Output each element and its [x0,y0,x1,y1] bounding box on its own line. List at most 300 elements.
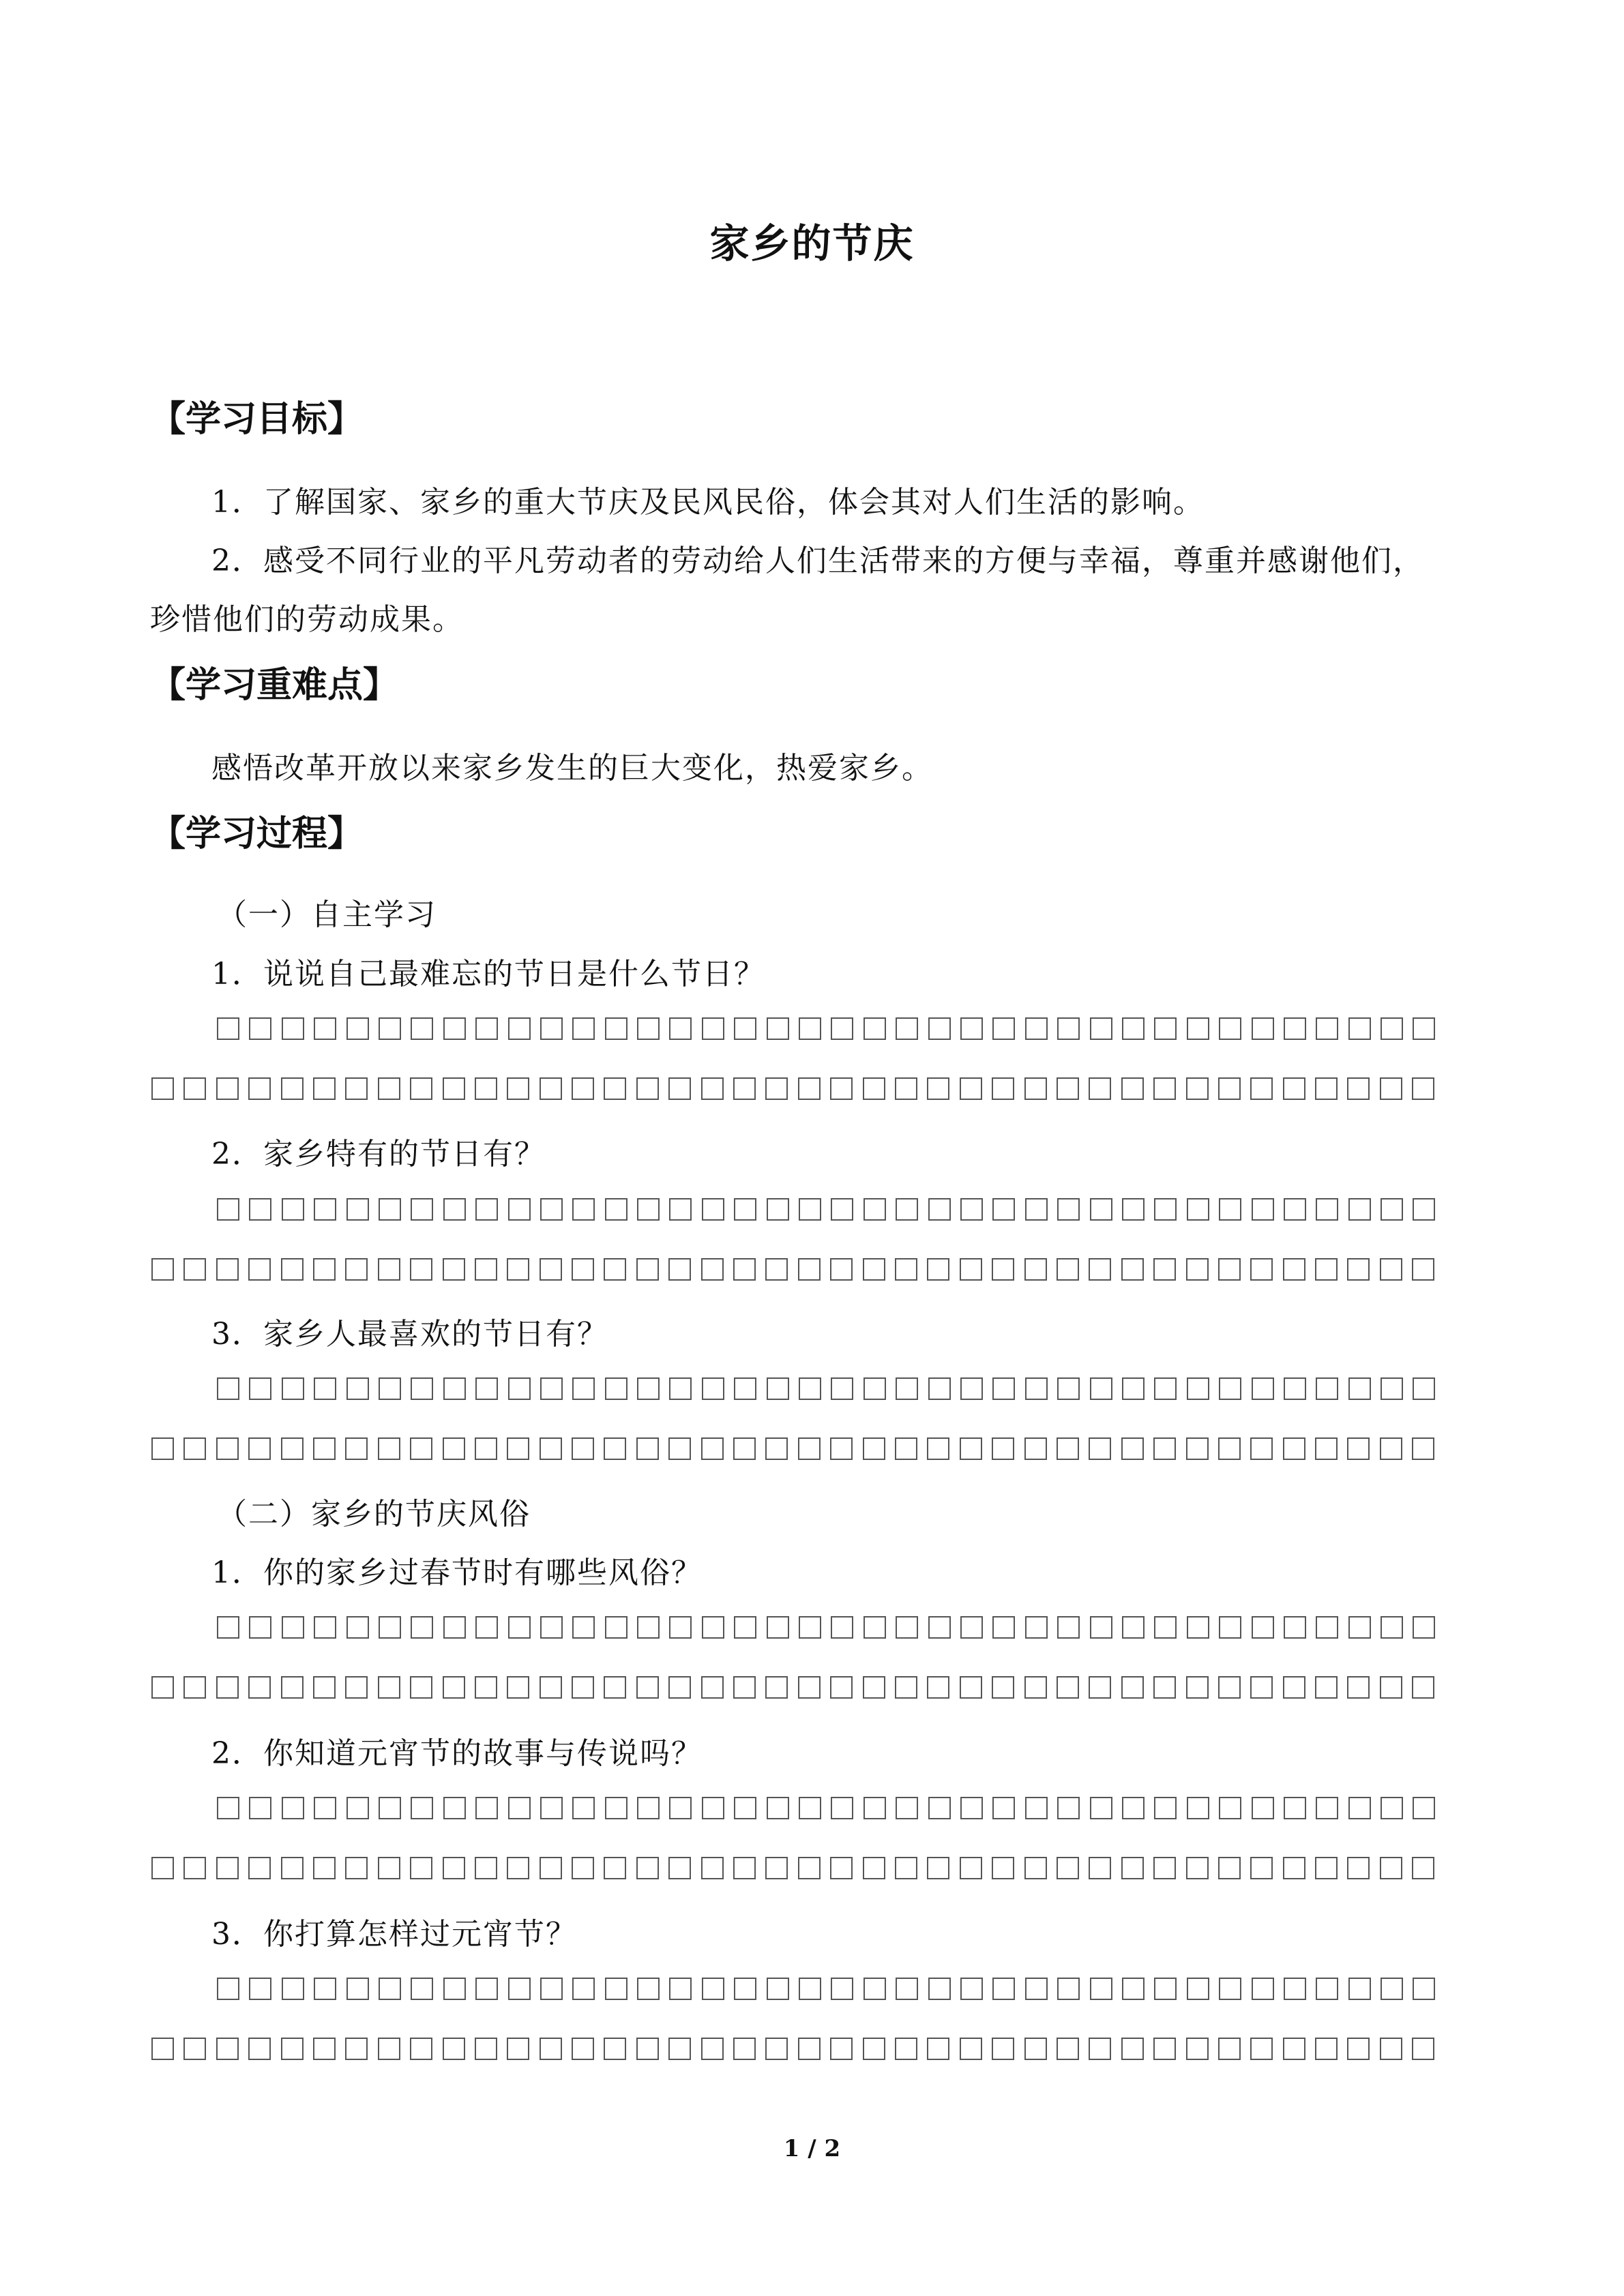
answer-box[interactable] [1412,1437,1434,1460]
answer-box[interactable] [249,1377,271,1400]
answer-box[interactable] [896,1377,918,1400]
answer-box[interactable] [702,1616,724,1639]
answer-box[interactable] [896,1198,918,1221]
answer-box[interactable] [927,1676,949,1699]
answer-box[interactable] [830,2038,853,2060]
answer-box[interactable] [1316,1198,1338,1221]
answer-box[interactable] [378,1437,400,1460]
answer-box[interactable] [1316,1377,1338,1400]
answer-box[interactable] [1348,1377,1371,1400]
answer-row[interactable] [217,1377,1445,1400]
answer-box[interactable] [313,1258,336,1281]
answer-box[interactable] [1413,1616,1435,1639]
answer-box[interactable] [1025,1797,1048,1819]
answer-box[interactable] [1024,1077,1047,1100]
answer-box[interactable] [928,1616,951,1639]
answer-box[interactable] [1218,1676,1241,1699]
answer-box[interactable] [345,1676,368,1699]
answer-box[interactable] [1347,2038,1370,2060]
answer-box[interactable] [830,1077,853,1100]
answer-box[interactable] [992,1616,1015,1639]
answer-box[interactable] [1250,1857,1273,1879]
answer-box[interactable] [475,1616,498,1639]
answer-box[interactable] [443,1377,466,1400]
answer-box[interactable] [895,2038,917,2060]
answer-box[interactable] [248,2038,271,2060]
answer-box[interactable] [540,1377,563,1400]
answer-box[interactable] [314,1377,336,1400]
answer-box[interactable] [1413,1377,1435,1400]
answer-box[interactable] [217,1616,239,1639]
answer-box[interactable] [379,1978,401,2000]
answer-box[interactable] [830,1857,853,1879]
answer-box[interactable] [669,1978,692,2000]
answer-box[interactable] [411,1377,433,1400]
answer-box[interactable] [1381,1797,1403,1819]
answer-box[interactable] [1186,1077,1209,1100]
answer-box[interactable] [604,2038,626,2060]
answer-box[interactable] [540,1077,562,1100]
answer-box[interactable] [475,1676,497,1699]
answer-box[interactable] [1057,2038,1079,2060]
answer-box[interactable] [960,1616,983,1639]
answer-box[interactable] [282,1978,304,2000]
answer-box[interactable] [313,2038,336,2060]
answer-box[interactable] [248,1676,271,1699]
answer-row[interactable] [151,1857,1445,1879]
answer-box[interactable] [410,1857,432,1879]
answer-box[interactable] [378,1258,400,1281]
answer-box[interactable] [540,1198,563,1221]
answer-box[interactable] [767,1017,789,1040]
answer-box[interactable] [507,1676,529,1699]
answer-box[interactable] [411,1797,433,1819]
answer-box[interactable] [604,1258,626,1281]
answer-box[interactable] [572,1198,595,1221]
answer-box[interactable] [572,1797,595,1819]
answer-box[interactable] [1219,1616,1241,1639]
answer-box[interactable] [1252,1978,1274,2000]
answer-box[interactable] [895,1258,917,1281]
answer-box[interactable] [765,1676,788,1699]
answer-box[interactable] [443,1258,465,1281]
answer-box[interactable] [1218,2038,1241,2060]
answer-box[interactable] [313,1857,336,1879]
answer-box[interactable] [1218,1258,1241,1281]
answer-box[interactable] [411,1017,433,1040]
answer-box[interactable] [411,1616,433,1639]
answer-box[interactable] [1090,1797,1112,1819]
answer-box[interactable] [636,1258,659,1281]
answer-box[interactable] [605,1377,628,1400]
answer-box[interactable] [669,1198,692,1221]
answer-box[interactable] [668,1077,691,1100]
answer-box[interactable] [443,2038,465,2060]
answer-box[interactable] [1154,1978,1177,2000]
answer-box[interactable] [1187,1017,1209,1040]
answer-box[interactable] [669,1017,692,1040]
answer-box[interactable] [1154,1198,1177,1221]
answer-box[interactable] [1186,1676,1209,1699]
answer-box[interactable] [1347,1077,1370,1100]
answer-box[interactable] [1284,1377,1306,1400]
answer-box[interactable] [734,1797,756,1819]
answer-box[interactable] [1348,1797,1371,1819]
answer-box[interactable] [217,1377,239,1400]
answer-box[interactable] [1412,2038,1434,2060]
answer-box[interactable] [992,1017,1015,1040]
answer-box[interactable] [928,1017,951,1040]
answer-box[interactable] [281,1857,304,1879]
answer-box[interactable] [540,1437,562,1460]
answer-box[interactable] [992,1857,1014,1879]
answer-box[interactable] [831,1198,853,1221]
answer-box[interactable] [1250,1077,1273,1100]
answer-box[interactable] [1315,1857,1338,1879]
answer-box[interactable] [863,1676,885,1699]
answer-box[interactable] [799,1017,821,1040]
answer-box[interactable] [636,1676,659,1699]
answer-box[interactable] [1186,1437,1209,1460]
answer-box[interactable] [314,1978,336,2000]
answer-box[interactable] [1252,1616,1274,1639]
answer-box[interactable] [282,1616,304,1639]
answer-box[interactable] [1250,2038,1273,2060]
answer-box[interactable] [1057,1198,1080,1221]
answer-box[interactable] [216,1437,239,1460]
answer-box[interactable] [346,1616,369,1639]
answer-box[interactable] [411,1198,433,1221]
answer-box[interactable] [346,1797,369,1819]
answer-box[interactable] [668,1437,691,1460]
answer-box[interactable] [1121,2038,1144,2060]
answer-box[interactable] [1121,1676,1144,1699]
answer-box[interactable] [1380,2038,1402,2060]
answer-box[interactable] [863,1377,886,1400]
answer-box[interactable] [1218,1437,1241,1460]
answer-box[interactable] [831,1017,853,1040]
answer-box[interactable] [1347,1437,1370,1460]
answer-box[interactable] [1122,1377,1145,1400]
answer-box[interactable] [1381,1017,1403,1040]
answer-box[interactable] [701,1077,724,1100]
answer-box[interactable] [799,1797,821,1819]
answer-box[interactable] [702,1377,724,1400]
answer-box[interactable] [508,1797,531,1819]
answer-box[interactable] [151,1437,174,1460]
answer-box[interactable] [249,1017,271,1040]
answer-box[interactable] [992,1377,1015,1400]
answer-box[interactable] [1316,1017,1338,1040]
answer-box[interactable] [1381,1377,1403,1400]
answer-row[interactable] [151,1077,1445,1100]
answer-box[interactable] [1025,1017,1048,1040]
answer-box[interactable] [1153,2038,1176,2060]
answer-box[interactable] [508,1377,531,1400]
answer-box[interactable] [1218,1857,1241,1879]
answer-box[interactable] [540,1676,562,1699]
answer-box[interactable] [1381,1978,1403,2000]
answer-box[interactable] [410,1676,432,1699]
answer-box[interactable] [314,1797,336,1819]
answer-box[interactable] [1057,1797,1080,1819]
answer-box[interactable] [960,2038,982,2060]
answer-box[interactable] [668,2038,691,2060]
answer-box[interactable] [1025,1198,1048,1221]
answer-box[interactable] [1283,1077,1305,1100]
answer-box[interactable] [636,1437,659,1460]
answer-box[interactable] [637,1198,660,1221]
answer-box[interactable] [1057,1077,1079,1100]
answer-box[interactable] [1090,1978,1112,2000]
answer-box[interactable] [927,1437,949,1460]
answer-box[interactable] [1252,1198,1274,1221]
answer-box[interactable] [928,1377,951,1400]
answer-box[interactable] [1024,1857,1047,1879]
answer-box[interactable] [379,1198,401,1221]
answer-box[interactable] [1347,1857,1370,1879]
answer-box[interactable] [733,1258,756,1281]
answer-box[interactable] [346,1978,369,2000]
answer-box[interactable] [248,1437,271,1460]
answer-box[interactable] [1122,1616,1145,1639]
answer-box[interactable] [183,1077,206,1100]
answer-box[interactable] [992,1797,1015,1819]
answer-box[interactable] [734,1017,756,1040]
answer-box[interactable] [151,1258,174,1281]
answer-box[interactable] [701,2038,724,2060]
answer-box[interactable] [281,1437,304,1460]
answer-box[interactable] [572,1258,594,1281]
answer-box[interactable] [345,1258,368,1281]
answer-box[interactable] [1412,1857,1434,1879]
answer-box[interactable] [863,1198,886,1221]
answer-box[interactable] [669,1616,692,1639]
answer-box[interactable] [605,1198,628,1221]
answer-box[interactable] [702,1797,724,1819]
answer-box[interactable] [1057,1258,1079,1281]
answer-box[interactable] [572,1616,595,1639]
answer-box[interactable] [604,1676,626,1699]
answer-box[interactable] [572,1676,594,1699]
answer-box[interactable] [346,1377,369,1400]
answer-box[interactable] [992,1676,1014,1699]
answer-box[interactable] [1025,1978,1048,2000]
answer-box[interactable] [540,1978,563,2000]
answer-box[interactable] [1284,1978,1306,2000]
answer-box[interactable] [1252,1017,1274,1040]
answer-box[interactable] [281,2038,304,2060]
answer-box[interactable] [1187,1616,1209,1639]
answer-box[interactable] [830,1437,853,1460]
answer-box[interactable] [992,1978,1015,2000]
answer-box[interactable] [1380,1077,1402,1100]
answer-box[interactable] [314,1198,336,1221]
answer-box[interactable] [345,1437,368,1460]
answer-box[interactable] [282,1797,304,1819]
answer-box[interactable] [960,1377,983,1400]
answer-box[interactable] [960,1857,982,1879]
answer-box[interactable] [1057,1017,1080,1040]
answer-box[interactable] [701,1857,724,1879]
answer-box[interactable] [636,1857,659,1879]
answer-row[interactable] [217,1198,1445,1221]
answer-box[interactable] [960,1676,982,1699]
answer-box[interactable] [927,1077,949,1100]
answer-box[interactable] [637,1616,660,1639]
answer-box[interactable] [475,1198,498,1221]
answer-box[interactable] [927,1857,949,1879]
answer-box[interactable] [767,1377,789,1400]
answer-box[interactable] [831,1797,853,1819]
answer-box[interactable] [765,1077,788,1100]
answer-box[interactable] [734,1616,756,1639]
answer-box[interactable] [1316,1978,1338,2000]
answer-row[interactable] [217,1017,1445,1040]
answer-box[interactable] [443,1077,465,1100]
answer-box[interactable] [248,1258,271,1281]
answer-box[interactable] [1186,1857,1209,1879]
answer-box[interactable] [1381,1616,1403,1639]
answer-box[interactable] [928,1198,951,1221]
answer-box[interactable] [960,1198,983,1221]
answer-box[interactable] [1057,1616,1080,1639]
answer-box[interactable] [605,1797,628,1819]
answer-box[interactable] [1250,1258,1273,1281]
answer-box[interactable] [379,1797,401,1819]
answer-box[interactable] [1219,1198,1241,1221]
answer-box[interactable] [1413,1978,1435,2000]
answer-box[interactable] [183,1676,206,1699]
answer-box[interactable] [540,2038,562,2060]
answer-box[interactable] [767,1797,789,1819]
answer-box[interactable] [216,2038,239,2060]
answer-box[interactable] [668,1676,691,1699]
answer-box[interactable] [960,1437,982,1460]
answer-box[interactable] [443,1857,465,1879]
answer-box[interactable] [1348,1198,1371,1221]
answer-box[interactable] [1122,1198,1145,1221]
answer-row[interactable] [151,1258,1445,1281]
answer-box[interactable] [960,1017,983,1040]
answer-box[interactable] [1154,1017,1177,1040]
answer-box[interactable] [216,1676,239,1699]
answer-box[interactable] [1090,1377,1112,1400]
answer-box[interactable] [475,1857,497,1879]
answer-box[interactable] [767,1198,789,1221]
answer-box[interactable] [1250,1676,1273,1699]
answer-box[interactable] [1219,1017,1241,1040]
answer-box[interactable] [896,1017,918,1040]
answer-box[interactable] [313,1437,336,1460]
answer-box[interactable] [540,1797,563,1819]
answer-box[interactable] [604,1077,626,1100]
answer-box[interactable] [572,1017,595,1040]
answer-box[interactable] [1153,1437,1176,1460]
answer-box[interactable] [540,1017,563,1040]
answer-box[interactable] [410,1437,432,1460]
answer-box[interactable] [1154,1616,1177,1639]
answer-box[interactable] [475,1017,498,1040]
answer-box[interactable] [1412,1077,1434,1100]
answer-box[interactable] [249,1198,271,1221]
answer-box[interactable] [960,1978,983,2000]
answer-box[interactable] [508,1616,531,1639]
answer-box[interactable] [443,1616,466,1639]
answer-box[interactable] [605,1017,628,1040]
answer-box[interactable] [475,1258,497,1281]
answer-box[interactable] [183,2038,206,2060]
answer-box[interactable] [183,1258,206,1281]
answer-row[interactable] [151,1437,1445,1460]
answer-box[interactable] [863,1797,886,1819]
answer-row[interactable] [217,1616,1445,1639]
answer-box[interactable] [1154,1377,1177,1400]
answer-box[interactable] [475,1077,497,1100]
answer-box[interactable] [183,1857,206,1879]
answer-box[interactable] [798,1676,821,1699]
answer-box[interactable] [992,1077,1014,1100]
answer-box[interactable] [798,2038,821,2060]
answer-box[interactable] [379,1616,401,1639]
answer-box[interactable] [734,1978,756,2000]
answer-box[interactable] [378,1676,400,1699]
answer-box[interactable] [1089,2038,1111,2060]
answer-box[interactable] [217,1797,239,1819]
answer-box[interactable] [669,1797,692,1819]
answer-box[interactable] [1219,1797,1241,1819]
answer-box[interactable] [1122,1017,1145,1040]
answer-box[interactable] [1024,2038,1047,2060]
answer-box[interactable] [1186,2038,1209,2060]
answer-box[interactable] [313,1676,336,1699]
answer-box[interactable] [183,1437,206,1460]
answer-box[interactable] [1057,1857,1079,1879]
answer-box[interactable] [733,1437,756,1460]
answer-box[interactable] [282,1017,304,1040]
answer-box[interactable] [701,1437,724,1460]
answer-box[interactable] [1089,1077,1111,1100]
answer-box[interactable] [216,1258,239,1281]
answer-box[interactable] [702,1017,724,1040]
answer-box[interactable] [637,1377,660,1400]
answer-box[interactable] [1090,1198,1112,1221]
answer-box[interactable] [151,1676,174,1699]
answer-box[interactable] [572,1437,594,1460]
answer-box[interactable] [1122,1797,1145,1819]
answer-box[interactable] [895,1676,917,1699]
answer-box[interactable] [765,1437,788,1460]
answer-box[interactable] [1219,1978,1241,2000]
answer-box[interactable] [896,1616,918,1639]
answer-box[interactable] [507,1077,529,1100]
answer-box[interactable] [733,2038,756,2060]
answer-box[interactable] [863,1616,886,1639]
answer-box[interactable] [960,1258,982,1281]
answer-box[interactable] [151,1077,174,1100]
answer-box[interactable] [313,1077,336,1100]
answer-box[interactable] [345,1077,368,1100]
answer-box[interactable] [1347,1676,1370,1699]
answer-box[interactable] [282,1198,304,1221]
answer-box[interactable] [1154,1797,1177,1819]
answer-box[interactable] [572,1857,594,1879]
answer-box[interactable] [799,1616,821,1639]
answer-box[interactable] [863,2038,885,2060]
answer-box[interactable] [798,1437,821,1460]
answer-box[interactable] [895,1857,917,1879]
answer-box[interactable] [282,1377,304,1400]
